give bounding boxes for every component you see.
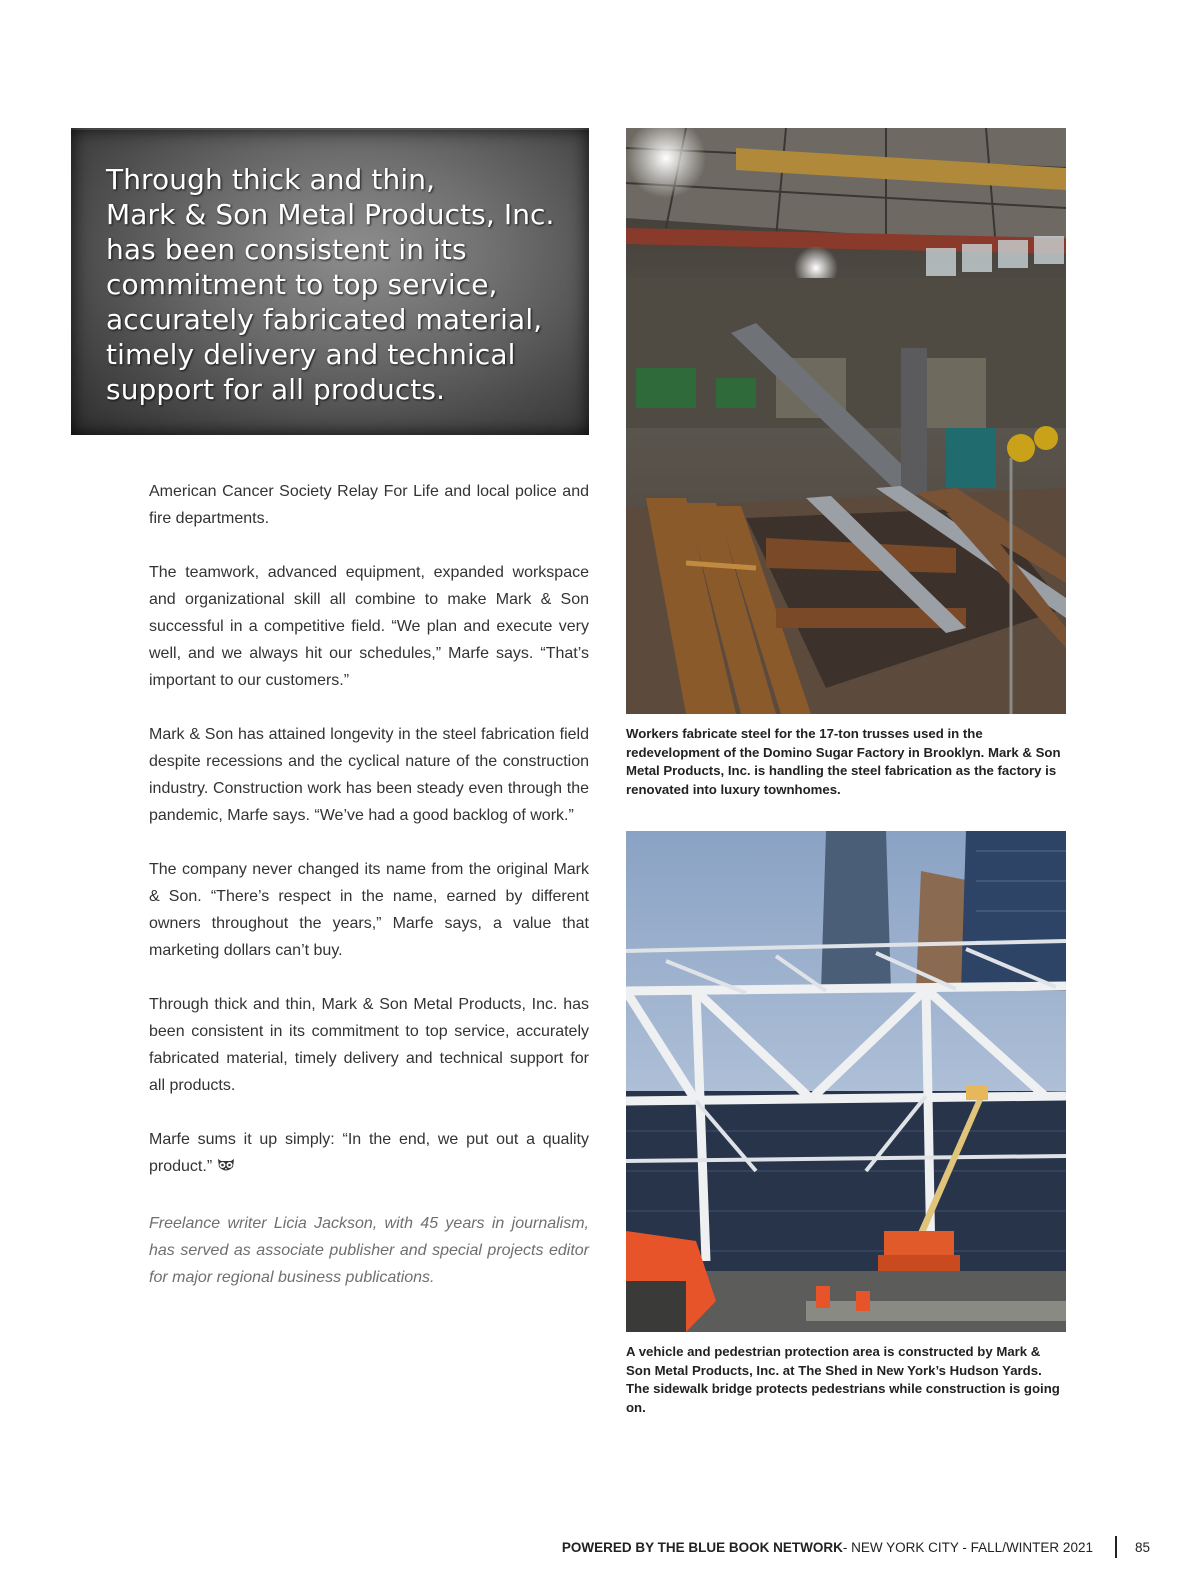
author-byline: Freelance writer Licia Jackson, with 45 years in journalism, has served as associate publisher and special projects editor for major regional business publications.: [149, 1215, 589, 1286]
page-number: 85: [1134, 1539, 1150, 1555]
fabrication-shop-photo: [626, 128, 1066, 714]
pull-quote: [71, 128, 589, 435]
article-paragraph: The company never changed its name from the original Mark & Son. “There’s respect in the name, earned by different owners throughout the years,” Marfe says, a value that marketing dollars can’t buy.: [149, 861, 589, 959]
article-paragraph: American Cancer Society Relay For Life and local police and fire departments.: [149, 483, 589, 527]
photo-caption: Workers fabricate steel for the 17-ton trusses used in the redevelopment of the Domino Sugar Factory in Brooklyn. Mark & Son Metal Products, Inc. is handling the steel fabrication as the factory is renovated into luxury townhomes.: [626, 726, 1061, 797]
article-paragraph: Through thick and thin, Mark & Son Metal Products, Inc. has been consistent in its commitment to top service, accurately fabricated material, timely delivery and technical support for all products.: [149, 996, 589, 1094]
pull-quote-line: Through thick and thin,: [106, 163, 436, 196]
owl-icon: [216, 1156, 236, 1183]
footer-edition: - NEW YORK CITY - FALL/WINTER 2021: [842, 1539, 1093, 1555]
hudson-yards-structure-photo: [626, 831, 1066, 1332]
article-body: [149, 478, 589, 1318]
article-closing-paragraph: [149, 1126, 589, 1183]
pull-quote-line: support for all products.: [106, 373, 446, 406]
footer-brand: POWERED BY THE BLUE BOOK NETWORK: [561, 1539, 843, 1555]
article-paragraph: Mark & Son has attained longevity in the steel fabrication field despite recessions and the cyclical nature of the construction industry. Construction work has been steady even through the pandemic, Marfe says. “We’ve had a good backlog of work.”: [149, 726, 589, 824]
pull-quote-line: accurately fabricated material,: [106, 303, 543, 336]
pull-quote-line: timely delivery and technical: [106, 338, 516, 371]
page-footer: [562, 1536, 1150, 1558]
footer-divider: [1115, 1536, 1117, 1558]
photo-caption: A vehicle and pedestrian protection area is constructed by Mark & Son Metal Products, Inc. at The Shed in New York’s Hudson Yards. The sidewalk bridge protects pedestrians while construction is going on.: [626, 1344, 1060, 1415]
pull-quote-line: Mark & Son Metal Products, Inc.: [106, 198, 555, 231]
pull-quote-line: commitment to top service,: [106, 268, 498, 301]
article-paragraph: The teamwork, advanced equipment, expanded workspace and organizational skill all combine to make Mark & Son successful in a competitive field. “We plan and execute very well, and we always hit our schedules,” Marfe says. “That’s important to our customers.”: [149, 564, 589, 689]
closing-text: Marfe sums it up simply: “In the end, we put out a quality product.”: [149, 1131, 589, 1175]
pull-quote-line: has been consistent in its: [106, 233, 467, 266]
